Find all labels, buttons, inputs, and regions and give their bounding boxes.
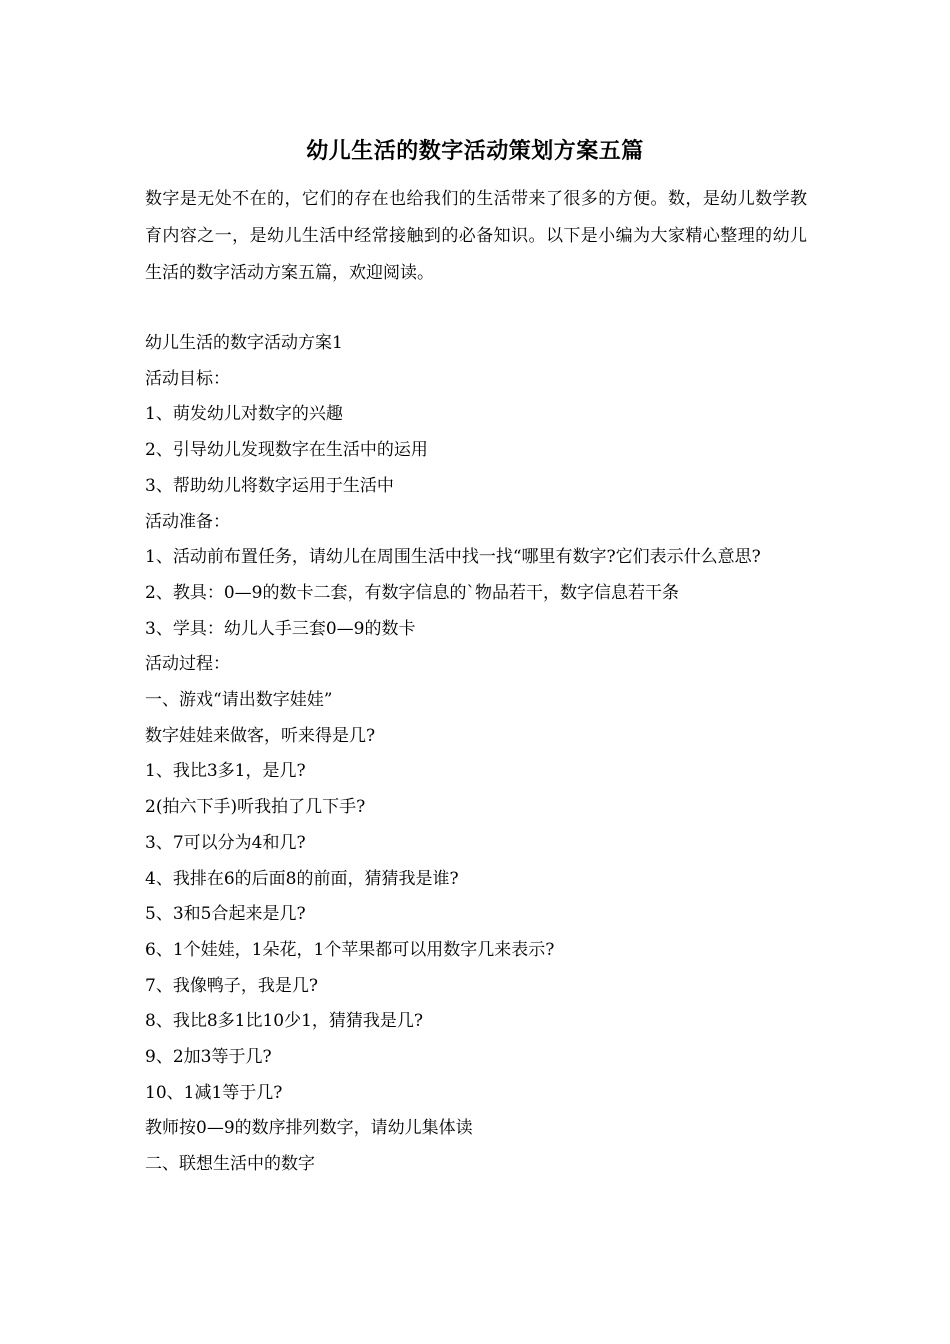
process-text: 数字娃娃来做客，听来得是几? xyxy=(145,725,376,746)
question-item: 3、7可以分为4和几? xyxy=(145,832,306,853)
subheading-goals: 活动目标： xyxy=(145,368,230,389)
document-title: 幼儿生活的数字活动策划方案五篇 xyxy=(306,138,644,164)
question-item: 9、2加3等于几? xyxy=(145,1047,272,1068)
preparation-item: 3、学具：幼儿人手三套0—9的数卡 xyxy=(145,618,416,639)
goal-item: 2、引导幼儿发现数字在生活中的运用 xyxy=(145,440,428,461)
preparation-item: 1、活动前布置任务，请幼儿在周围生活中找一找“哪里有数字?它们表示什么意思? xyxy=(145,547,761,568)
question-item: 1、我比3多1，是几? xyxy=(145,761,306,782)
intro-text: 数字是无处不在的，它们的存在也给我们的生活带来了很多的方便。数，是幼儿数学教育内容之一，是幼儿生活中经常接触到的必备知识。以下是小编为大家精心整理的幼儿生活的数字活动方案五篇，欢迎阅读。 xyxy=(145,189,807,283)
goal-item: 1、萌发幼儿对数字的兴趣 xyxy=(145,404,343,425)
preparation-item: 2、教具：0—9的数卡二套，有数字信息的`物品若干，数字信息若干条 xyxy=(145,582,679,603)
process-text: 教师按0—9的数序排列数字，请幼儿集体读 xyxy=(145,1118,473,1139)
question-item: 7、我像鸭子，我是几? xyxy=(145,975,318,996)
process-step-heading: 二、联想生活中的数字 xyxy=(145,1154,315,1175)
process-step-heading: 一、游戏“请出数字娃娃” xyxy=(145,690,333,711)
section-heading: 幼儿生活的数字活动方案1 xyxy=(145,333,343,353)
intro-paragraph xyxy=(145,181,807,292)
question-item: 10、1减1等于几? xyxy=(145,1082,283,1103)
question-item: 6、1个娃娃，1朵花，1个苹果都可以用数字几来表示? xyxy=(145,939,555,960)
goal-item: 3、帮助幼儿将数字运用于生活中 xyxy=(145,475,394,496)
document-body xyxy=(145,326,807,1183)
subheading-process: 活动过程： xyxy=(145,654,230,675)
subheading-preparation: 活动准备： xyxy=(145,511,230,532)
question-item: 5、3和5合起来是几? xyxy=(145,904,306,925)
question-item: 2(拍六下手)听我拍了几下手? xyxy=(145,797,366,818)
question-item: 8、我比8多1比10少1，猜猜我是几? xyxy=(145,1011,424,1032)
question-item: 4、我排在6的后面8的前面，猜猜我是谁? xyxy=(145,868,459,889)
